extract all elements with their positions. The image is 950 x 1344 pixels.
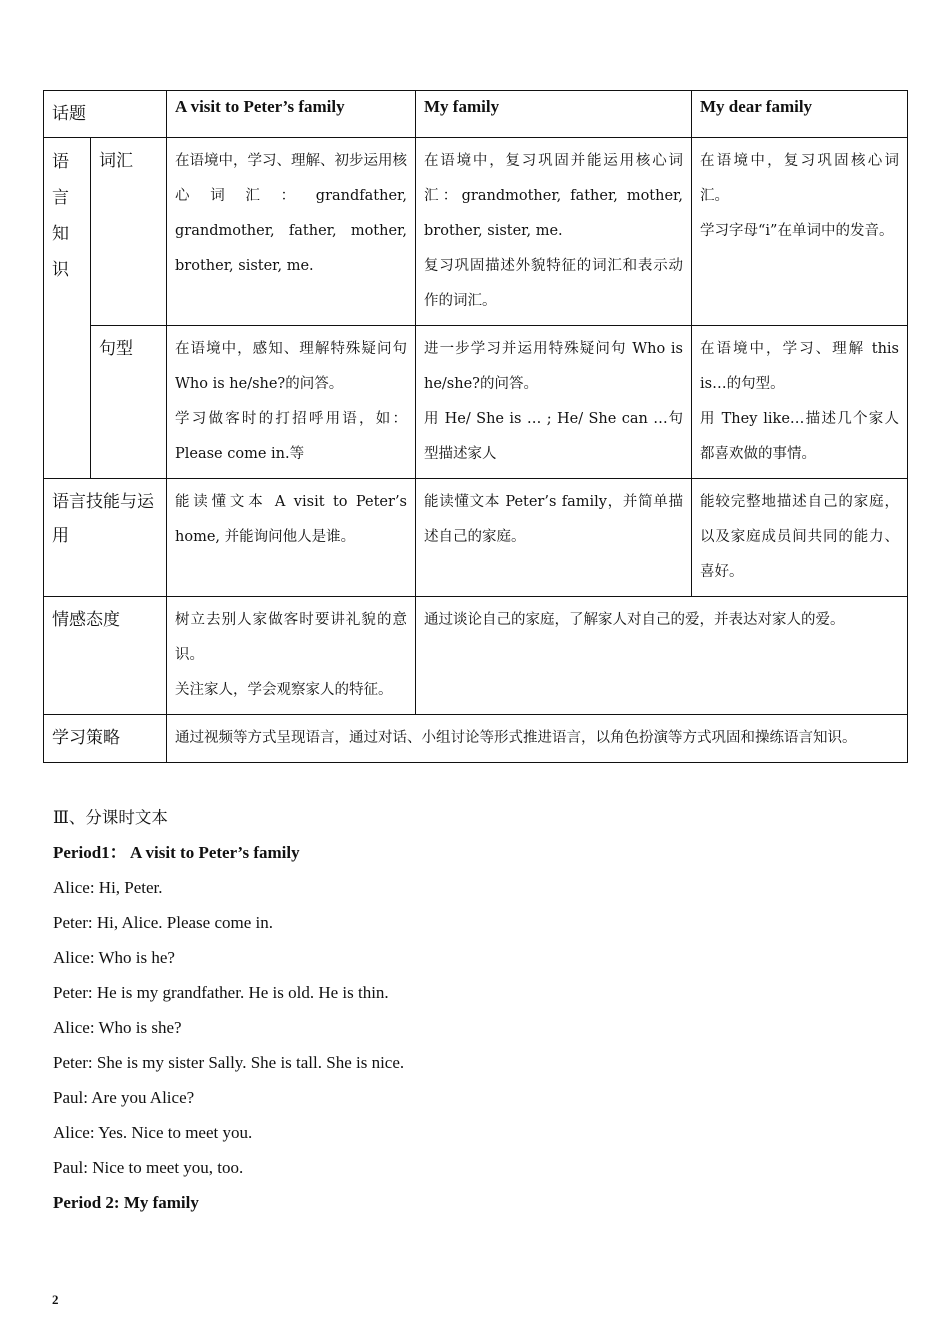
vocab-col1 bbox=[167, 138, 416, 326]
col3-header: My dear family bbox=[692, 91, 908, 138]
table-header-row bbox=[44, 91, 908, 138]
period1-title: Period1： A visit to Peter’s family bbox=[53, 843, 300, 862]
language-knowledge-label: 语 言 知 识 bbox=[44, 138, 91, 479]
sentence-col1-text: 在语境中，感知、理解特殊疑问句 Who is he/she?的问答。 bbox=[175, 341, 407, 392]
sentence-col2-text: 用 He/ She is … ; He/ She can …句型描述家人 bbox=[424, 411, 683, 462]
dialogue-line: Alice: Yes. Nice to meet you. bbox=[53, 1123, 253, 1142]
attitude-col1-text: 关注家人，学会观察家人的特征。 bbox=[175, 682, 393, 698]
topic-header: 话题 bbox=[44, 91, 167, 138]
attitude-col1-text: 树立去别人家做客时要讲礼貌的意识。 bbox=[175, 612, 407, 663]
vocab-row bbox=[44, 138, 908, 326]
sentence-col3 bbox=[692, 326, 908, 479]
skills-col2 bbox=[416, 479, 692, 597]
vocab-col1-text: 在语境中，学习、理解、初步运用核心词汇：grandfather, grandmother, father, mother, brother, sister, me. bbox=[175, 153, 407, 274]
attitude-row bbox=[44, 597, 908, 715]
skills-row bbox=[44, 479, 908, 597]
skills-col3 bbox=[692, 479, 908, 597]
dialogue-line: Paul: Nice to meet you, too. bbox=[53, 1158, 244, 1177]
col2-header: My family bbox=[416, 91, 692, 138]
skills-col2-text: 能读懂文本 Peter’s family，并简单描述自己的家庭。 bbox=[424, 494, 683, 545]
sentence-col2-text: 进一步学习并运用特殊疑问句 Who is he/she?的问答。 bbox=[424, 341, 683, 392]
lesson-text bbox=[53, 800, 913, 1220]
skills-col1-text: 能读懂文本 A visit to Peter’s home, 并能询问他人是谁。 bbox=[175, 494, 407, 545]
attitude-label: 情感态度 bbox=[44, 597, 167, 715]
sentence-col1-text: 学习做客时的打招呼用语，如：Please come in.等 bbox=[175, 411, 407, 462]
vocab-col3-text: 学习字母“i”在单词中的发音。 bbox=[700, 223, 894, 239]
section-title: Ⅲ、分课时文本 bbox=[53, 808, 168, 827]
skills-col1 bbox=[167, 479, 416, 597]
lesson-plan-table bbox=[43, 90, 908, 763]
strategy-content: 通过视频等方式呈现语言，通过对话、小组讨论等形式推进语言，以角色扮演等方式巩固和操练语言知识。 bbox=[167, 715, 908, 763]
dialogue-line: Alice: Who is he? bbox=[53, 948, 175, 967]
skills-label: 语言技能与运用 bbox=[44, 479, 167, 597]
skills-col3-text: 能较完整地描述自己的家庭，以及家庭成员间共同的能力、喜好。 bbox=[700, 494, 899, 580]
dialogue-line: Paul: Are you Alice? bbox=[53, 1088, 195, 1107]
sentence-col3-text: 用 They like…描述几个家人都喜欢做的事情。 bbox=[700, 411, 899, 462]
col1-header: A visit to Peter’s family bbox=[167, 91, 416, 138]
sentence-row bbox=[44, 326, 908, 479]
dialogue-line: Peter: She is my sister Sally. She is tall. She is nice. bbox=[53, 1053, 405, 1072]
attitude-col23-text: 通过谈论自己的家庭，了解家人对自己的爱，并表达对家人的爱。 bbox=[424, 612, 845, 628]
attitude-col1 bbox=[167, 597, 416, 715]
dialogue-line: Alice: Who is she? bbox=[53, 1018, 182, 1037]
dialogue-line: Peter: Hi, Alice. Please come in. bbox=[53, 913, 273, 932]
sentence-col3-text: 在语境中，学习、理解 this is…的句型。 bbox=[700, 341, 899, 392]
sentence-col1 bbox=[167, 326, 416, 479]
vocab-col2-text: 复习巩固描述外貌特征的词汇和表示动作的词汇。 bbox=[424, 258, 683, 309]
strategy-row bbox=[44, 715, 908, 763]
sentence-col2 bbox=[416, 326, 692, 479]
page-number: 2 bbox=[52, 1292, 59, 1307]
dialogue-line: Alice: Hi, Peter. bbox=[53, 878, 163, 897]
vocab-label: 词汇 bbox=[91, 138, 167, 326]
dialogue-line: Peter: He is my grandfather. He is old. He is thin. bbox=[53, 983, 389, 1002]
sentence-label: 句型 bbox=[91, 326, 167, 479]
period2-title: Period 2: My family bbox=[53, 1193, 199, 1212]
vocab-col3-text: 在语境中，复习巩固核心词汇。 bbox=[700, 153, 899, 204]
vocab-col3 bbox=[692, 138, 908, 326]
vocab-col2 bbox=[416, 138, 692, 326]
strategy-label: 学习策略 bbox=[44, 715, 167, 763]
attitude-col23 bbox=[416, 597, 908, 715]
vocab-col2-text: 在语境中，复习巩固并能运用核心词汇：grandmother, father, mother, brother, sister, me. bbox=[424, 153, 683, 239]
